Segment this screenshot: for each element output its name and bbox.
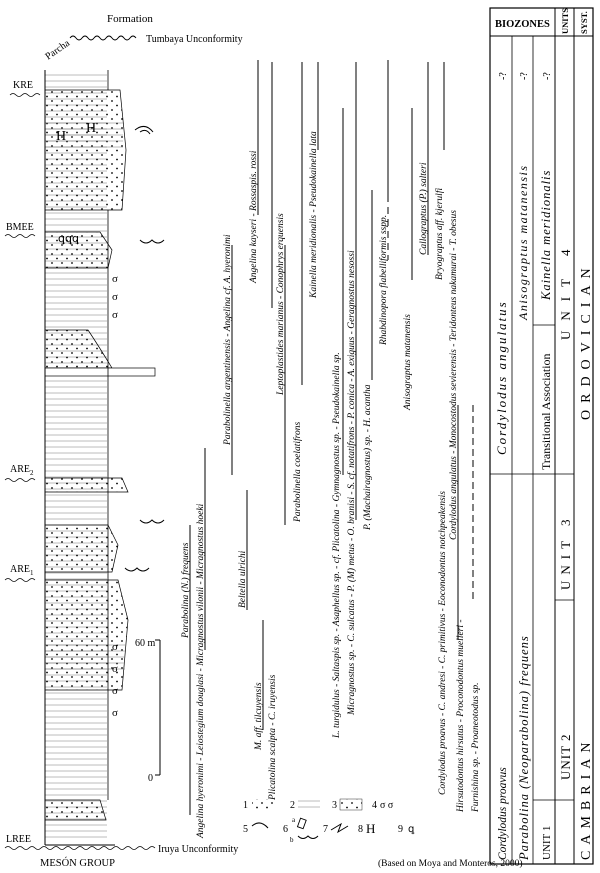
biozone-cordylodus-angulatus: Cordylodus angulatus: [494, 300, 509, 455]
legend-8-label: 8: [358, 824, 363, 835]
brachiopod-4-glyph: σ: [112, 685, 118, 697]
scale-bar: [135, 638, 160, 784]
sandstone-bed-kre: [45, 90, 126, 210]
range-label-18: Cordylodus angulatus - Monocostodus sevierensis - Teridonteus nakamurai - T. obesus: [449, 210, 459, 540]
bivalve-6b-icon: [298, 836, 318, 839]
legend-6-label: 6: [283, 824, 288, 835]
formation-label: Formation: [107, 13, 153, 25]
range-label-12: P. (Machairagnostus) sp. - H. acantha: [363, 384, 373, 530]
range-label-14: Anisograptus matanensis: [403, 314, 413, 410]
limestone-bed-1: [45, 368, 155, 376]
legend-1-label: 1: [243, 800, 248, 811]
fossil-ranges: [180, 60, 481, 839]
formation-header: [43, 13, 242, 62]
legend-2-swatch: [298, 799, 320, 810]
tumbaya-unconformity-label: Tumbaya Unconformity: [146, 34, 243, 45]
range-label-20: Furnishina sp. - Proaneotodus sp.: [471, 682, 481, 812]
range-label-19: Hirsutodontus hirsutus - Proconodontus muelleri -: [456, 619, 466, 812]
legend-3-label: 3: [332, 800, 337, 811]
biozone-kainella: Kainella meridionalis: [539, 169, 553, 300]
lithologic-column: [45, 70, 164, 845]
sandstone-bed-base: [45, 800, 106, 820]
range-label-16: Bryograptus aff. kjerulfi: [435, 187, 445, 280]
are2-label: $ARE_2$: [10, 464, 34, 477]
range-label-10: L. turgidulus - Saltaspis sp. - Asaphellus sp. - cf. Plicatolina - Gymnagnostus sp. - Pseudokainella sp.: [332, 352, 342, 738]
range-label-11: Micragnostus sp. - C. sulcatus - P. (M) metus - O. branisi - S. cf. notatifrons - P. conica - A. exiguus - Geragnostus nesossi: [347, 250, 357, 715]
legend-2-label: 2: [290, 800, 295, 811]
range-label-7: Leptoplastides marianus - Conophrys erquensis: [276, 213, 286, 395]
burrow-8-icon: H: [366, 821, 376, 836]
bivalve-6-glyph: [140, 240, 164, 243]
legend-6a-label: a: [292, 816, 296, 824]
range-label-8: Parabolinella coelatifrons: [293, 421, 303, 522]
biozone-anisograptus: Anisograptus matanensis: [516, 164, 530, 320]
trilobite-5-icon: [252, 823, 268, 828]
are1-label: $ARE_1$: [10, 564, 34, 577]
trace-7-icon: [331, 824, 348, 832]
brachiopod-4-glyph: σ: [112, 663, 118, 675]
biozones-header: BIOZONES: [495, 19, 550, 30]
legend-6b-label: b: [290, 836, 294, 844]
biozone-parabolina: Parabolina (Neoparabolina) frequens: [517, 635, 531, 860]
unit-4-label: UNIT 4: [558, 239, 573, 340]
trace-fossil-9-glyph: ꝗꝗꝗ: [58, 233, 79, 245]
brachiopod-4-glyph: σ: [112, 707, 118, 719]
bivalve-6a-icon: [297, 818, 306, 829]
legend-3-swatch: [340, 799, 362, 810]
brachiopod-4-glyph: σ: [112, 273, 118, 285]
parcha-label: Parcha: [43, 37, 73, 63]
transitional-association: Transitional Association: [539, 353, 553, 470]
unit-1-label: UNIT 1: [541, 825, 553, 860]
legend-5-label: 5: [243, 824, 248, 835]
sandstone-bed-are1: [45, 525, 118, 572]
trilobite-5-glyph: [135, 126, 153, 134]
range-label-3: Beltella ulrichi: [238, 550, 248, 608]
range-label-0: Parabolina (N.) frequens: [181, 542, 191, 638]
brachiopod-4-glyph: σ: [112, 309, 118, 321]
biozone-query-1: -?: [498, 72, 509, 80]
zonation-table: [490, 8, 594, 864]
bivalve-6-glyph: [125, 568, 149, 571]
scale-top-label: 60 m: [135, 638, 156, 649]
unit-3-label: UNIT 3: [558, 513, 573, 590]
sandstone-bed-are2: [45, 478, 128, 492]
units-header: UNITS: [560, 8, 570, 34]
syst-header: SYST.: [579, 11, 589, 34]
brachiopod-4-glyph: σ: [112, 641, 118, 653]
range-label-2: Parabolinella argentinensis - Angelina cf. A. hyeronimi: [223, 234, 233, 445]
bivalve-6-glyph: [140, 520, 164, 523]
legend-4-label: 4: [372, 800, 377, 811]
biozone-cordylodus-proavus: Cordylodus proavus: [497, 767, 509, 860]
legend-7-label: 7: [323, 824, 328, 835]
brachiopod-4-icon: σ σ: [380, 800, 394, 811]
biozone-query-3: -?: [542, 72, 553, 80]
trace-9-icon: ꝗ: [408, 824, 415, 835]
unit-2-label: UNIT 2: [558, 733, 573, 780]
legend: [243, 799, 415, 844]
biozone-query-2: -?: [519, 72, 530, 80]
credit-label: (Based on Moya and Monteros, 2000): [378, 859, 523, 869]
range-label-5: M. aff. tilcuyensis: [254, 682, 264, 750]
kre-label: KRE: [13, 80, 33, 91]
burrow-8-glyph: H: [86, 121, 97, 136]
tumbaya-unconformity-line: [70, 36, 136, 40]
range-label-4: Angelina kayseri - Rossaspis. rossi: [249, 150, 259, 283]
range-label-1: Angelina hyeronimi - Leiostegium douglasi - Micragnostus vilonii - Micragnostus hoeki: [196, 503, 206, 838]
burrow-8-glyph: H: [56, 129, 67, 144]
legend-9-label: 9: [398, 824, 403, 835]
range-label-13: Rhabdinopora flabelliformis sspp.: [379, 214, 389, 345]
range-label-6: Plicatolina scalpta - C. iruyensis: [268, 674, 278, 800]
iruya-unconformity-label: Iruya Unconformity: [158, 844, 239, 855]
system-ordovician: ORDOVICIAN: [579, 261, 594, 420]
system-cambrian: CAMBRIAN: [579, 736, 594, 860]
brachiopod-4-glyph: σ: [112, 291, 118, 303]
range-label-17: Cordylodus proavus - C. andresi - C. primitivus - Eoconodontus notchpeakensis: [438, 491, 448, 795]
bmee-label: BMEE: [6, 222, 34, 233]
range-label-15: Callograptus (P.) salteri: [419, 162, 429, 255]
scale-bottom-label: 0: [148, 773, 153, 784]
lree-label: LREE: [6, 834, 31, 845]
range-label-9: Kainella meridionalis - Pseudokainella lata: [309, 131, 319, 298]
meson-group-label: MESÓN GROUP: [40, 858, 115, 869]
